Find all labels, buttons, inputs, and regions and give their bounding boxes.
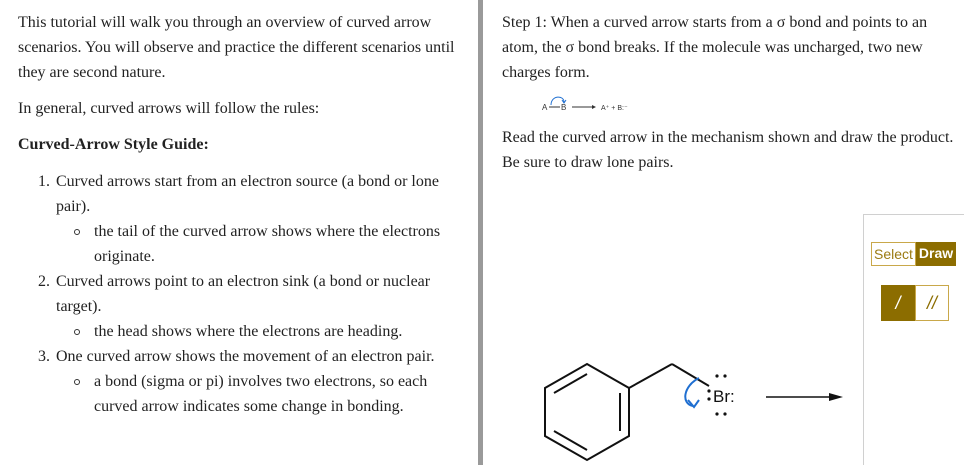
rule-text: One curved arrow shows the movement of an electron pair. bbox=[56, 348, 435, 365]
circle-bullet-icon bbox=[74, 379, 80, 385]
rule-subtext: the tail of the curved arrow shows where the electrons originate. bbox=[94, 223, 441, 265]
list-item bbox=[38, 344, 464, 419]
list-item bbox=[38, 269, 464, 344]
lone-pair-dot bbox=[707, 389, 710, 392]
circle-bullet-icon bbox=[74, 329, 80, 335]
bond-tool-group bbox=[881, 285, 949, 321]
draw-tool-button[interactable]: Draw bbox=[916, 242, 956, 266]
mechanism-product-text: A⁺ + B:⁻ bbox=[601, 105, 628, 112]
lone-pair-dot bbox=[707, 397, 710, 400]
reaction-arrow-head-icon bbox=[829, 393, 843, 401]
intro-paragraph: This tutorial will walk you through an overview of curved arrow scenarios. You will observe and practice the different scenarios until they are second nature. bbox=[18, 14, 455, 81]
list-item bbox=[74, 369, 464, 419]
double-bond-button[interactable]: // bbox=[915, 285, 949, 321]
step1-text: Step 1: When a curved arrow starts from a σ bond and points to an atom, the σ bond breaks. If the molecule was uncharged, two new charges form. bbox=[502, 14, 928, 81]
mechanism-diagram bbox=[542, 93, 652, 115]
bromine-atom-label: Br: bbox=[713, 387, 735, 406]
rule-text: Curved arrows start from an electron source (a bond or lone pair). bbox=[56, 173, 439, 215]
list-item bbox=[38, 169, 464, 269]
instruction-text: Read the curved arrow in the mechanism shown and draw the product. Be sure to draw lone pairs. bbox=[502, 129, 954, 171]
rule-subtext: a bond (sigma or pi) involves two electrons, so each curved arrow indicates some change in bonding. bbox=[94, 373, 428, 415]
ch2-br-bond bbox=[672, 364, 709, 386]
molecule-canvas[interactable] bbox=[541, 356, 851, 465]
list-item bbox=[74, 319, 464, 344]
rule-number: 1. bbox=[38, 173, 50, 190]
rule-subtext: the head shows where the electrons are heading. bbox=[94, 323, 403, 340]
atom-b-label: B bbox=[561, 103, 567, 112]
tutorial-text-pane bbox=[0, 0, 478, 465]
lone-pair-dot bbox=[715, 412, 718, 415]
style-guide-heading: Curved-Arrow Style Guide: bbox=[18, 136, 209, 153]
rule-number: 3. bbox=[38, 348, 50, 365]
general-rules-text: In general, curved arrows will follow the rules: bbox=[18, 100, 320, 117]
rule-number: 2. bbox=[38, 273, 50, 290]
lone-pair-dot bbox=[723, 412, 726, 415]
lone-pair-dot bbox=[723, 374, 726, 377]
reaction-arrow-head-icon bbox=[592, 105, 596, 109]
single-bond-button[interactable]: / bbox=[881, 285, 915, 321]
list-item bbox=[74, 219, 464, 269]
atom-a-label: A bbox=[542, 103, 548, 112]
circle-bullet-icon bbox=[74, 229, 80, 235]
rule-text: Curved arrows point to an electron sink (a bond or nuclear target). bbox=[56, 273, 431, 315]
lone-pair-dot bbox=[715, 374, 718, 377]
rules-list bbox=[18, 169, 464, 419]
benzene-ring bbox=[545, 364, 629, 460]
tool-mode-toggle bbox=[871, 242, 956, 266]
ring-ch2-bond bbox=[629, 364, 672, 388]
drawing-tool-panel bbox=[863, 214, 964, 465]
select-tool-button[interactable]: Select bbox=[871, 242, 916, 266]
